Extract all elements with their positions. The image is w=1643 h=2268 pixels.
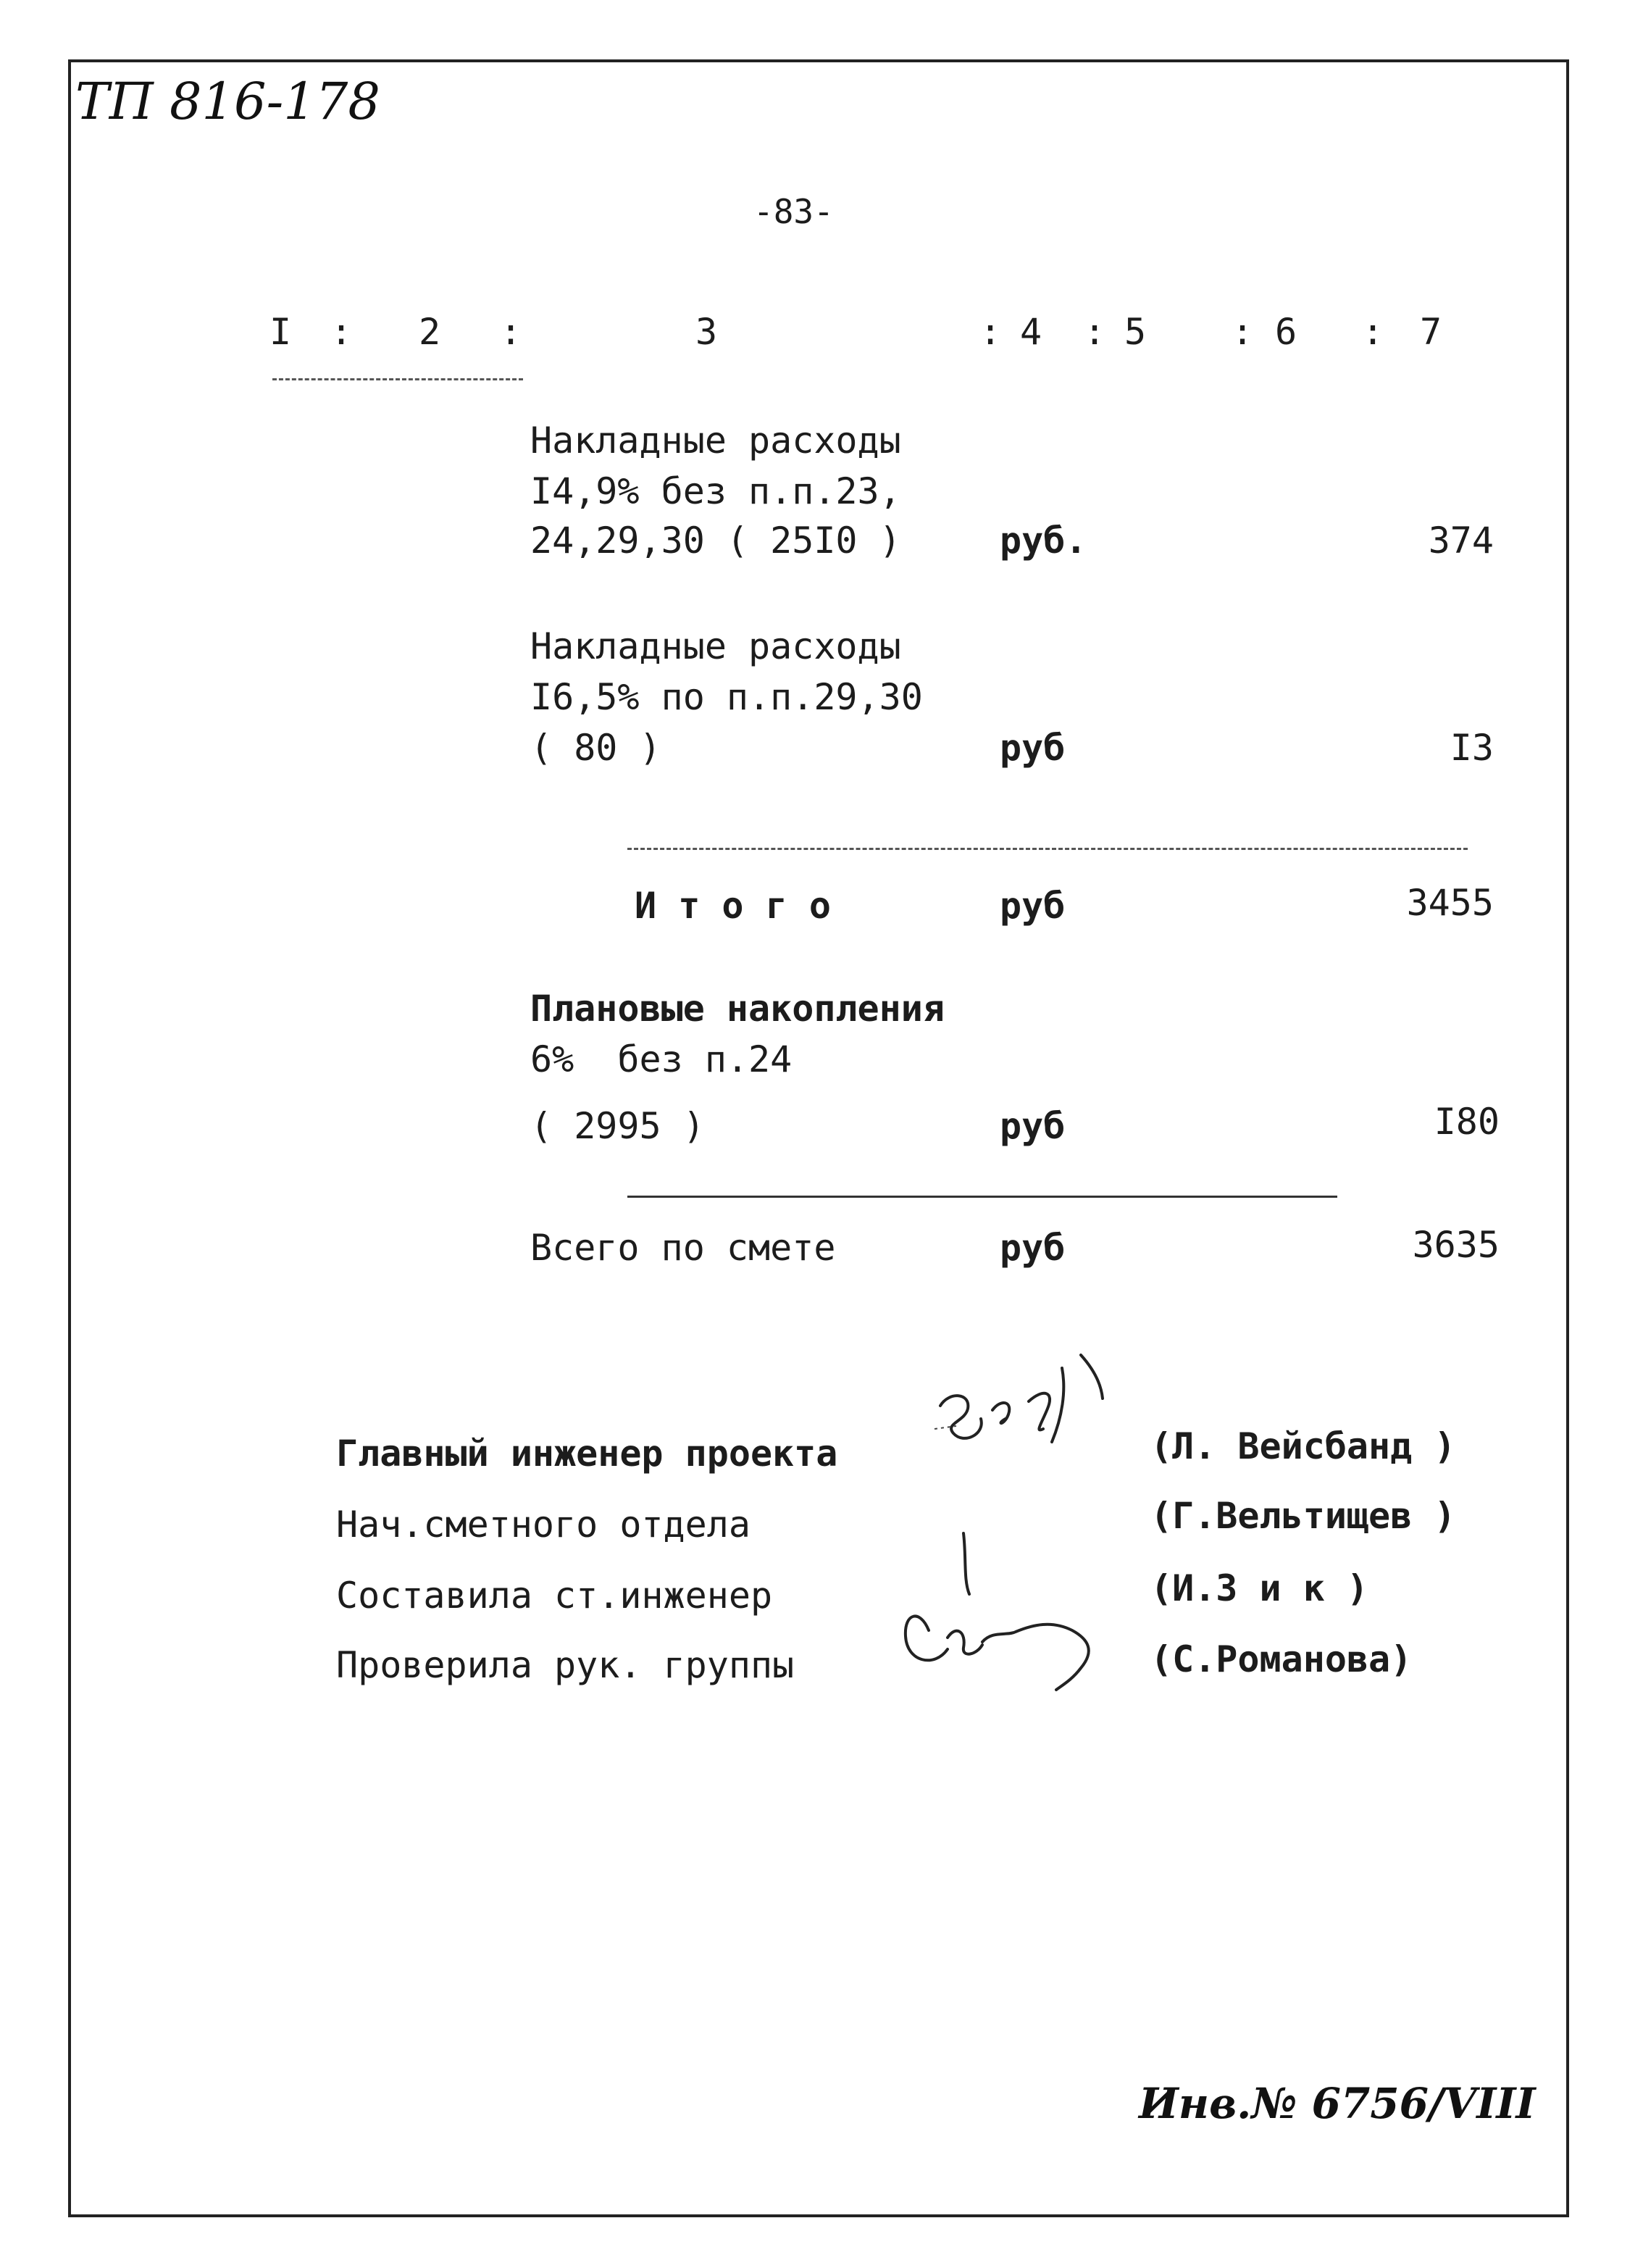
document-code: ТП 816-178 [75,72,380,131]
row-description-line: Накладные расходы [530,625,901,667]
row-description-line: I6,5% по п.п.29,30 [530,676,923,718]
column-label: 6 [1275,311,1297,353]
column-label: 7 [1420,311,1442,353]
signature-name: (С.Романова) [1150,1638,1413,1680]
subtotal-separator [627,848,1468,850]
header-underline [272,378,523,380]
column-separator: : [979,311,1002,353]
row-value: 374 [1428,520,1494,562]
column-separator: : [500,311,522,353]
signature-role: Главный инженер проекта [336,1433,838,1475]
signature-role: Составила ст.инженер [336,1575,773,1617]
page-number: -83- [753,192,834,231]
row-description-line: И т о г о [635,885,831,927]
row-description-line: I4,9% без п.п.23, [530,470,901,512]
signature-name: (И.З и к ) [1150,1567,1369,1609]
column-label: 2 [419,311,441,353]
handwritten-signature-chief-engineer [920,1348,1152,1493]
row-unit: руб [1000,727,1066,769]
row-description-line: 24,29,30 ( 25I0 ) [530,520,901,562]
column-separator: : [1362,311,1384,353]
row-description-line: Всего по смете [530,1227,836,1269]
row-unit: руб [1000,1227,1066,1269]
row-description-line: Плановые накопления [530,988,945,1030]
row-description-line: ( 2995 ) [530,1105,705,1147]
signature-name: (Г.Вельтищев ) [1150,1495,1456,1537]
handwritten-signature-engineer [891,1529,1152,1696]
row-description-line: 6% без п.24 [530,1038,793,1080]
row-unit: руб [1000,1105,1066,1147]
row-unit: руб [1000,885,1066,927]
column-label: 5 [1124,311,1147,353]
signature-name: (Л. Вейсбанд ) [1150,1425,1456,1467]
column-separator: : [1232,311,1254,353]
column-separator: : [330,311,353,353]
column-separator: : [1084,311,1106,353]
column-label: 4 [1020,311,1042,353]
row-value: I3 [1450,727,1494,769]
row-description-line: ( 80 ) [530,727,661,769]
row-value: 3635 [1412,1224,1500,1266]
column-label: 3 [695,311,718,353]
signature-role: Нач.сметного отдела [336,1504,751,1546]
grand-total-separator [627,1196,1337,1198]
row-unit: руб. [1000,520,1087,562]
row-value: I80 [1434,1101,1500,1143]
column-label: I [269,311,292,353]
signature-role: Проверила рук. группы [336,1644,795,1686]
row-value: 3455 [1406,882,1494,924]
inventory-number: Инв.№ 6756/VIII [1139,2079,1536,2128]
row-description-line: Накладные расходы [530,420,901,462]
